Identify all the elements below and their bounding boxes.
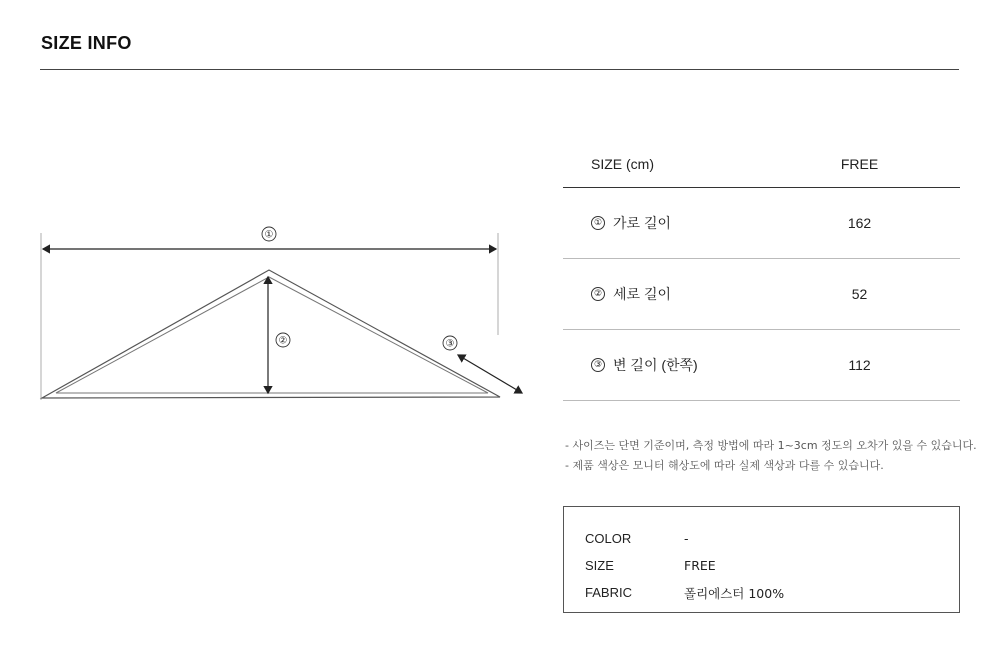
scarf-hem: [56, 277, 488, 393]
note-line: - 사이즈는 단면 기준이며, 측정 방법에 따라 1~3cm 정도의 오차가 있을 수 있습니다.: [565, 439, 977, 452]
row-label: 변 길이 (한쪽): [613, 357, 698, 373]
marker-badge: ①: [591, 216, 605, 230]
marker-width: [262, 227, 276, 241]
info-key: SIZE: [585, 558, 614, 573]
svg-text:②: ②: [278, 335, 288, 347]
row-value: 112: [848, 357, 871, 373]
svg-text:①: ①: [264, 229, 274, 241]
info-row-fabric: [585, 579, 959, 606]
scarf-outline: [42, 270, 500, 398]
size-diagram: [30, 215, 540, 415]
table-row: [563, 259, 960, 330]
marker-badge: ②: [591, 287, 605, 301]
svg-text:③: ③: [445, 338, 455, 350]
size-table-header: [563, 140, 960, 188]
marker-height: [276, 333, 290, 347]
info-key: FABRIC: [585, 585, 632, 600]
side-arrow: [458, 355, 522, 393]
row-label: 가로 길이: [613, 215, 671, 231]
info-row-color: [585, 525, 959, 552]
size-notes: [565, 436, 977, 476]
info-value: FREE: [684, 558, 716, 573]
size-header-label: SIZE (cm): [591, 155, 654, 172]
info-row-size: [585, 552, 959, 579]
info-key: COLOR: [585, 531, 632, 546]
marker-badge: ③: [591, 358, 605, 372]
row-label: 세로 길이: [613, 286, 671, 302]
product-info-box: [563, 506, 960, 613]
table-row: [563, 330, 960, 401]
page-title: SIZE INFO: [41, 33, 132, 53]
info-value: -: [684, 531, 689, 546]
size-header-value: FREE: [840, 155, 879, 172]
marker-side: [443, 336, 457, 350]
size-table: [563, 140, 960, 401]
title-divider: [40, 69, 959, 70]
row-value: 52: [851, 286, 868, 302]
row-value: 162: [847, 215, 872, 231]
scarf-illustration: [30, 215, 540, 415]
table-row: [563, 188, 960, 259]
info-value: 폴리에스터 100%: [684, 585, 785, 601]
note-line: - 제품 색상은 모니터 해상도에 따라 실제 색상과 다를 수 있습니다.: [565, 459, 884, 472]
